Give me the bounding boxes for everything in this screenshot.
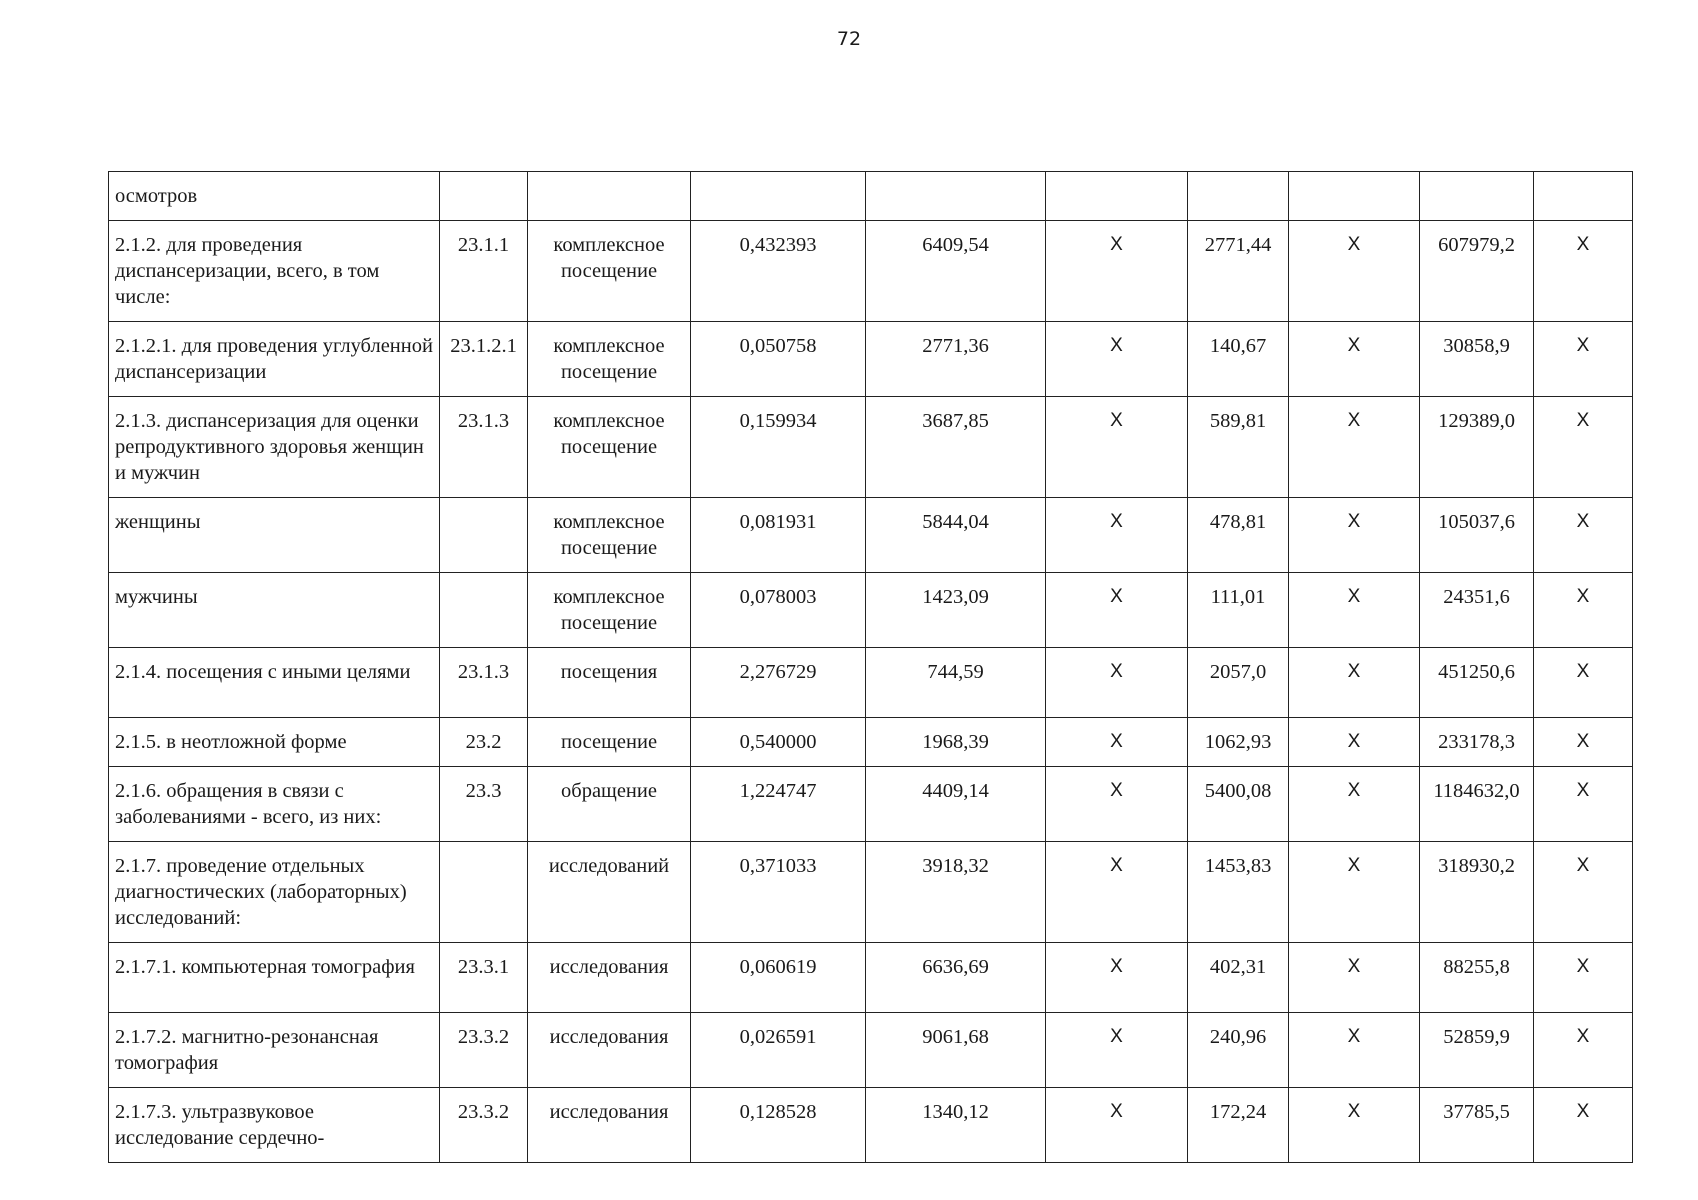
row-unit-cell: посещения [528, 648, 691, 718]
row-name-cell: 2.1.5. в неотложной форме [109, 718, 440, 767]
table-row [109, 172, 1633, 221]
row-col9-cell: 1184632,0 [1420, 767, 1534, 842]
row-col9-cell: 129389,0 [1420, 397, 1534, 498]
row-col9-cell: 607979,2 [1420, 221, 1534, 322]
tariff-table [108, 171, 1633, 1163]
table-row [109, 718, 1633, 767]
row-col6-cell: X [1046, 221, 1188, 322]
row-unit-cell: исследований [528, 842, 691, 943]
row-cost-cell: 1340,12 [866, 1088, 1046, 1163]
row-col8-cell: X [1289, 648, 1420, 718]
row-code-cell: 23.3 [440, 767, 528, 842]
row-code-cell: 23.2 [440, 718, 528, 767]
row-col6-cell: X [1046, 1088, 1188, 1163]
row-unit-cell: комплексное посещение [528, 498, 691, 573]
row-cost-cell: 744,59 [866, 648, 1046, 718]
row-unit-cell: комплексное посещение [528, 322, 691, 397]
row-cost-cell: 6409,54 [866, 221, 1046, 322]
table-row [109, 221, 1633, 322]
row-cost-cell: 1968,39 [866, 718, 1046, 767]
row-col10-cell: X [1534, 221, 1633, 322]
row-unit-cell: исследования [528, 1013, 691, 1088]
row-col6-cell: X [1046, 718, 1188, 767]
row-cost-cell: 3918,32 [866, 842, 1046, 943]
row-col9-cell: 37785,5 [1420, 1088, 1534, 1163]
row-cost-cell: 3687,85 [866, 397, 1046, 498]
row-col7-cell [1188, 172, 1289, 221]
table-row [109, 1088, 1633, 1163]
table-row [109, 573, 1633, 648]
row-col10-cell: X [1534, 718, 1633, 767]
row-code-cell [440, 172, 528, 221]
row-col6-cell: X [1046, 498, 1188, 573]
row-cost-cell: 5844,04 [866, 498, 1046, 573]
row-volume-cell: 1,224747 [691, 767, 866, 842]
row-volume-cell: 0,371033 [691, 842, 866, 943]
row-name-cell: 2.1.7. проведение отдельных диагностических (лабораторных) исследований: [109, 842, 440, 943]
table-row [109, 498, 1633, 573]
row-col10-cell [1534, 172, 1633, 221]
row-col7-cell: 172,24 [1188, 1088, 1289, 1163]
row-col6-cell: X [1046, 842, 1188, 943]
row-volume-cell: 0,060619 [691, 943, 866, 1013]
row-unit-cell: исследования [528, 1088, 691, 1163]
row-col10-cell: X [1534, 322, 1633, 397]
row-volume-cell: 0,128528 [691, 1088, 866, 1163]
row-col9-cell: 318930,2 [1420, 842, 1534, 943]
row-name-cell: 2.1.2.1. для проведения углубленной диспансеризации [109, 322, 440, 397]
row-col7-cell: 1453,83 [1188, 842, 1289, 943]
row-col8-cell: X [1289, 1088, 1420, 1163]
row-col8-cell: X [1289, 397, 1420, 498]
row-col10-cell: X [1534, 573, 1633, 648]
row-col10-cell: X [1534, 767, 1633, 842]
row-col10-cell: X [1534, 842, 1633, 943]
row-volume-cell: 0,432393 [691, 221, 866, 322]
row-name-cell: 2.1.2. для проведения диспансеризации, всего, в том числе: [109, 221, 440, 322]
row-code-cell [440, 842, 528, 943]
row-volume-cell: 0,159934 [691, 397, 866, 498]
row-col10-cell: X [1534, 498, 1633, 573]
row-unit-cell: посещение [528, 718, 691, 767]
row-name-cell: женщины [109, 498, 440, 573]
row-code-cell: 23.1.1 [440, 221, 528, 322]
row-volume-cell: 0,078003 [691, 573, 866, 648]
row-col9-cell: 233178,3 [1420, 718, 1534, 767]
row-col10-cell: X [1534, 648, 1633, 718]
row-col8-cell: X [1289, 767, 1420, 842]
row-col10-cell: X [1534, 397, 1633, 498]
row-col7-cell: 5400,08 [1188, 767, 1289, 842]
row-col8-cell: X [1289, 842, 1420, 943]
row-col6-cell: X [1046, 648, 1188, 718]
table-row [109, 842, 1633, 943]
row-volume-cell: 0,540000 [691, 718, 866, 767]
row-col8-cell: X [1289, 322, 1420, 397]
row-name-cell: 2.1.6. обращения в связи с заболеваниями - всего, из них: [109, 767, 440, 842]
row-col6-cell: X [1046, 397, 1188, 498]
row-name-cell: 2.1.7.3. ультразвуковое исследование сердечно- [109, 1088, 440, 1163]
row-unit-cell: комплексное посещение [528, 397, 691, 498]
row-unit-cell: комплексное посещение [528, 221, 691, 322]
row-unit-cell [528, 172, 691, 221]
row-col6-cell: X [1046, 573, 1188, 648]
row-col9-cell: 451250,6 [1420, 648, 1534, 718]
row-col6-cell: X [1046, 767, 1188, 842]
row-cost-cell [866, 172, 1046, 221]
row-name-cell: 2.1.7.1. компьютерная томография [109, 943, 440, 1013]
row-col9-cell: 88255,8 [1420, 943, 1534, 1013]
row-name-cell: 2.1.4. посещения с иными целями [109, 648, 440, 718]
row-col7-cell: 111,01 [1188, 573, 1289, 648]
row-col10-cell: X [1534, 1088, 1633, 1163]
row-col8-cell: X [1289, 1013, 1420, 1088]
row-unit-cell: обращение [528, 767, 691, 842]
table-body [109, 172, 1633, 1163]
row-col10-cell: X [1534, 943, 1633, 1013]
row-col8-cell: X [1289, 943, 1420, 1013]
row-col7-cell: 1062,93 [1188, 718, 1289, 767]
row-name-cell: 2.1.3. диспансеризация для оценки репродуктивного здоровья женщин и мужчин [109, 397, 440, 498]
row-col7-cell: 240,96 [1188, 1013, 1289, 1088]
row-code-cell: 23.1.3 [440, 397, 528, 498]
row-volume-cell: 0,081931 [691, 498, 866, 573]
row-col7-cell: 402,31 [1188, 943, 1289, 1013]
row-col10-cell: X [1534, 1013, 1633, 1088]
row-name-cell: мужчины [109, 573, 440, 648]
row-col6-cell: X [1046, 943, 1188, 1013]
row-volume-cell: 0,026591 [691, 1013, 866, 1088]
row-cost-cell: 1423,09 [866, 573, 1046, 648]
row-col7-cell: 478,81 [1188, 498, 1289, 573]
row-code-cell: 23.1.2.1 [440, 322, 528, 397]
row-col7-cell: 2057,0 [1188, 648, 1289, 718]
page-number: 72 [836, 28, 862, 50]
row-name-cell: осмотров [109, 172, 440, 221]
row-col6-cell: X [1046, 1013, 1188, 1088]
table-row [109, 397, 1633, 498]
row-cost-cell: 4409,14 [866, 767, 1046, 842]
table-row [109, 648, 1633, 718]
row-col8-cell: X [1289, 221, 1420, 322]
row-col6-cell: X [1046, 322, 1188, 397]
row-code-cell: 23.1.3 [440, 648, 528, 718]
row-cost-cell: 6636,69 [866, 943, 1046, 1013]
row-code-cell: 23.3.2 [440, 1088, 528, 1163]
row-col8-cell: X [1289, 498, 1420, 573]
row-volume-cell [691, 172, 866, 221]
row-code-cell: 23.3.1 [440, 943, 528, 1013]
row-col8-cell: X [1289, 573, 1420, 648]
row-col7-cell: 140,67 [1188, 322, 1289, 397]
table-row [109, 1013, 1633, 1088]
table-row [109, 943, 1633, 1013]
row-unit-cell: исследования [528, 943, 691, 1013]
row-cost-cell: 2771,36 [866, 322, 1046, 397]
table-row [109, 322, 1633, 397]
row-col9-cell: 24351,6 [1420, 573, 1534, 648]
row-unit-cell: комплексное посещение [528, 573, 691, 648]
row-col9-cell: 105037,6 [1420, 498, 1534, 573]
row-code-cell: 23.3.2 [440, 1013, 528, 1088]
row-code-cell [440, 498, 528, 573]
row-volume-cell: 2,276729 [691, 648, 866, 718]
row-col9-cell [1420, 172, 1534, 221]
row-col7-cell: 589,81 [1188, 397, 1289, 498]
row-col7-cell: 2771,44 [1188, 221, 1289, 322]
row-col9-cell: 52859,9 [1420, 1013, 1534, 1088]
row-col8-cell [1289, 172, 1420, 221]
row-code-cell [440, 573, 528, 648]
row-col6-cell [1046, 172, 1188, 221]
row-col8-cell: X [1289, 718, 1420, 767]
table-row [109, 767, 1633, 842]
row-cost-cell: 9061,68 [866, 1013, 1046, 1088]
row-col9-cell: 30858,9 [1420, 322, 1534, 397]
row-volume-cell: 0,050758 [691, 322, 866, 397]
row-name-cell: 2.1.7.2. магнитно-резонансная томография [109, 1013, 440, 1088]
